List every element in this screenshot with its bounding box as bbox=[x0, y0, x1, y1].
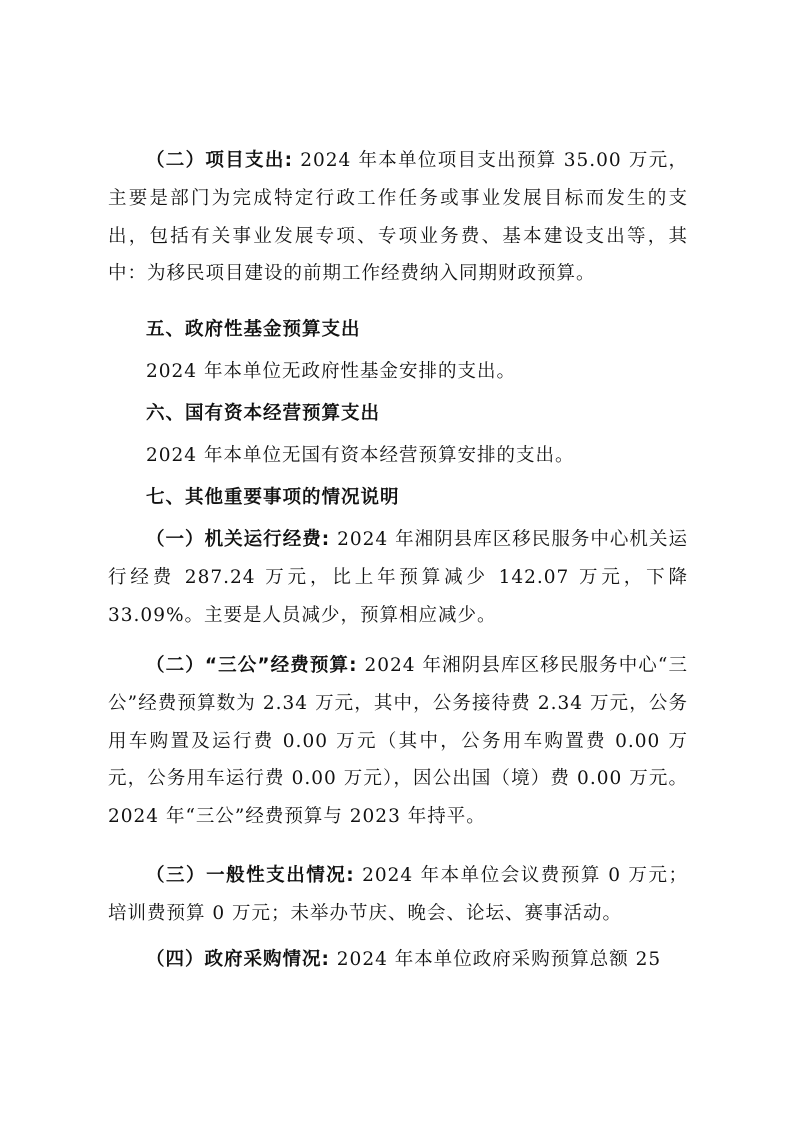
paragraph-text: 2024 年本单位项目支出预算 35.00 万元，主要是部门为完成特定行政工作任务或事业发展目标而发生的支出，包括有关事业发展专项、专项业务费、基本建设支出等，其中：为移民项目建设的前期工作经费纳入同期财政预算。 bbox=[108, 150, 688, 285]
paragraph-project-expenditure bbox=[108, 142, 688, 293]
paragraph-text: 2024 年本单位政府采购预算总额 25 bbox=[329, 949, 662, 970]
heading-section-6: 六、国有资本经营预算支出 bbox=[146, 403, 381, 424]
paragraph-operating-expenses bbox=[108, 521, 688, 634]
paragraph-general-expenditure bbox=[108, 857, 688, 933]
paragraph-three-public bbox=[108, 647, 688, 836]
paragraph-label: （四）政府采购情况: bbox=[146, 949, 330, 970]
paragraph-label: （二）“三公”经费预算: bbox=[146, 655, 358, 676]
paragraph-text: 2024 年本单位会议费预算 0 万元；培训费预算 0 万元；未举办节庆、晚会、论坛、赛事活动。 bbox=[108, 865, 688, 924]
paragraph-text: 2024 年湘阴县库区移民服务中心“三公”经费预算数为 2.34 万元，其中，公务接待费 2.34 万元，公务用车购置及运行费 0.00 万元（其中，公务用车购置费 0.00 万元，公务用车运行费 0.00 万元），因公出国（境）费 0.00 万元。2024 年“三公”经费预算与 2023 年持平。 bbox=[108, 655, 688, 828]
paragraph-label: （一）机关运行经费: bbox=[146, 529, 331, 550]
paragraph-text: 2024 年湘阴县库区移民服务中心机关运行经费 287.24 万元，比上年预算减少 142.07 万元，下降 33.09%。主要是人员减少，预算相应减少。 bbox=[108, 529, 688, 626]
paragraph-procurement bbox=[108, 941, 688, 979]
heading-section-5: 五、政府性基金预算支出 bbox=[146, 319, 361, 340]
paragraph-gov-fund: 2024 年本单位无政府性基金安排的支出。 bbox=[146, 361, 516, 382]
paragraph-state-capital: 2024 年本单位无国有资本经营预算安排的支出。 bbox=[146, 445, 575, 466]
heading-section-7: 七、其他重要事项的情况说明 bbox=[146, 487, 400, 508]
paragraph-label: （三）一般性支出情况: bbox=[146, 865, 355, 886]
paragraph-label: （二）项目支出: bbox=[146, 150, 294, 171]
